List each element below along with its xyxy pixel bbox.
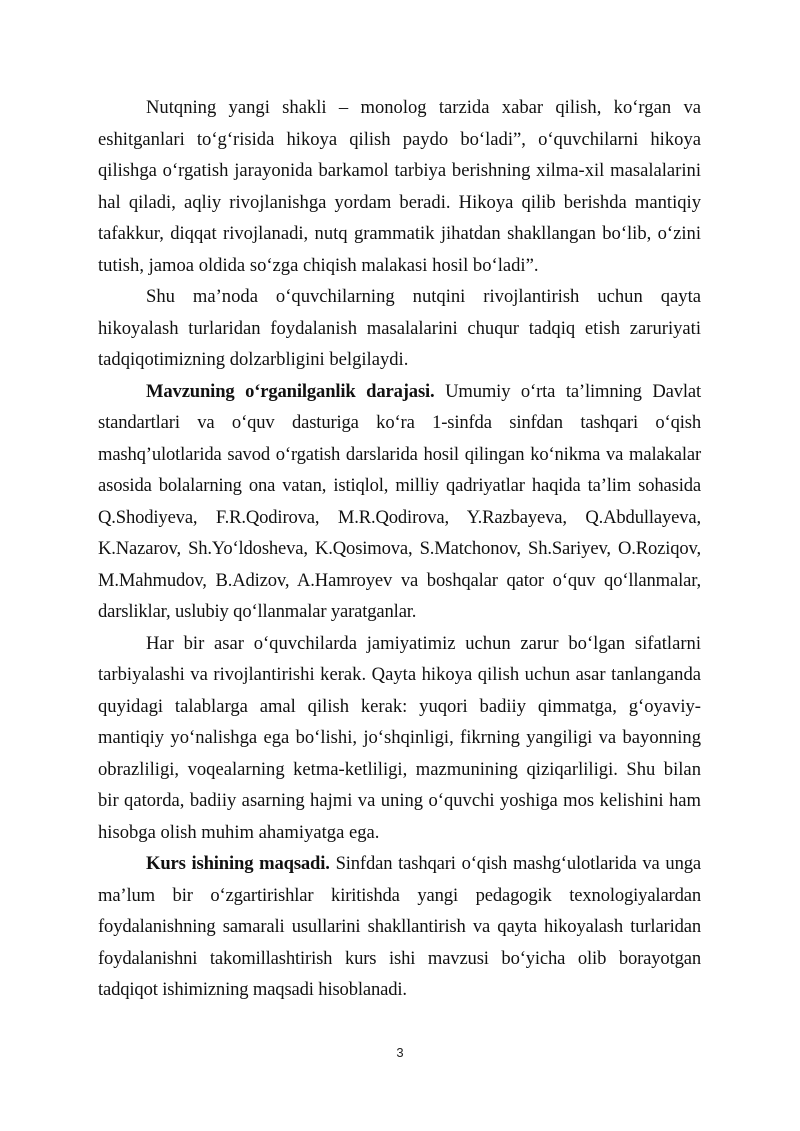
paragraph-requirements [98,628,701,849]
paragraph-text: Sinfdan tashqari oʻqish mashgʻulotlarida va unga ma’lum bir oʻzgartirishlar kiritishda yangi pedagogik texnologiyalardan foydalanishning samarali usullarini shakllantirish va qayta hikoyalash turlaridan foydalanishni takomillashtirish kurs ishi mavzusi boʻyicha olib borayotgan tadqiqot ishimizning maqsadi hisoblanadi. [98,853,701,1000]
paragraph-text: Umumiy oʻrta ta’limning Davlat standartlari va oʻquv dasturiga koʻra 1-sinfda sinfdan tashqari oʻqish mashq’ulotlarida savod oʻrgatish darslarida hosil qilingan koʻnikma va malakalar asosida bolalarning ona vatan, istiqlol, milliy qadriyatlar haqida ta’lim sohasida Q.Shodiyeva, F.R.Qodirova, M.R.Qodirova, Y.Razbayeva, Q.Abdullayeva, K.Nazarov, Sh.Yoʻldosheva, K.Qosimova, S.Matchonov, Sh.Sariyev, O.Roziqov, M.Mahmudov, B.Adizov, A.Hamroyev va boshqalar qator oʻquv qoʻllanmalar, darsliklar, uslubiy qoʻllanmalar yaratganlar. [98,380,702,622]
body-text [98,92,701,1006]
paragraph-text: Nutqning yangi shakli – monolog tarzida xabar qilish, koʻrgan va eshitganlari toʻgʻrisida hikoya qilish paydo boʻladi”, oʻquvchilarni hikoya qilishga oʻrgatish jarayonida barkamol tarbiya berishning xilma-xil masalalarini hal qiladi, aqliy rivojlanishga yordam beradi. Hikoya qilib berishda mantiqiy tafakkur, diqqat rivojlanadi, nutq grammatik jihatdan shakllangan boʻlib, oʻzini tutish, jamoa oldida soʻzga chiqish malakasi hosil boʻladi”. [98,97,701,276]
paragraph-heading: Mavzuning oʻrganilganlik darajasi. [146,380,435,402]
paragraph-text: Har bir asar oʻquvchilarda jamiyatimiz uchun zarur boʻlgan sifatlarni tarbiyalashi va rivojlantirishi kerak. Qayta hikoya qilish uchun asar tanlanganda quyidagi talablarga amal qilish kerak: yuqori badiiy qimmatga, gʻoyaviy-mantiqiy yoʻnalishga ega boʻlishi, joʻshqinligi, fikrning yangiligi va bayonning obrazliligi, voqealarning ketma-ketliligi, mazmunining qiziqarliligi. Shu bilan bir qatorda, badiiy asarning hajmi va uning oʻquvchi yoshiga mos kelishini ham hisobga olish muhim ahamiyatga ega. [98,632,701,843]
page-number: 3 [396,1045,404,1060]
paragraph-heading: Kurs ishining maqsadi. [146,853,330,874]
paragraph-study-level [98,376,701,628]
paragraph-text: Shu ma’noda oʻquvchilarning nutqini rivojlantirish uchun qayta hikoyalash turlaridan foydalanish masalalarini chuqur tadqiq etish zaruriyati tadqiqotimizning dolzarbligini belgilaydi. [98,286,701,370]
paragraph-intro [98,92,701,281]
paragraph-goal [98,848,701,1006]
paragraph-relevance [98,281,701,376]
